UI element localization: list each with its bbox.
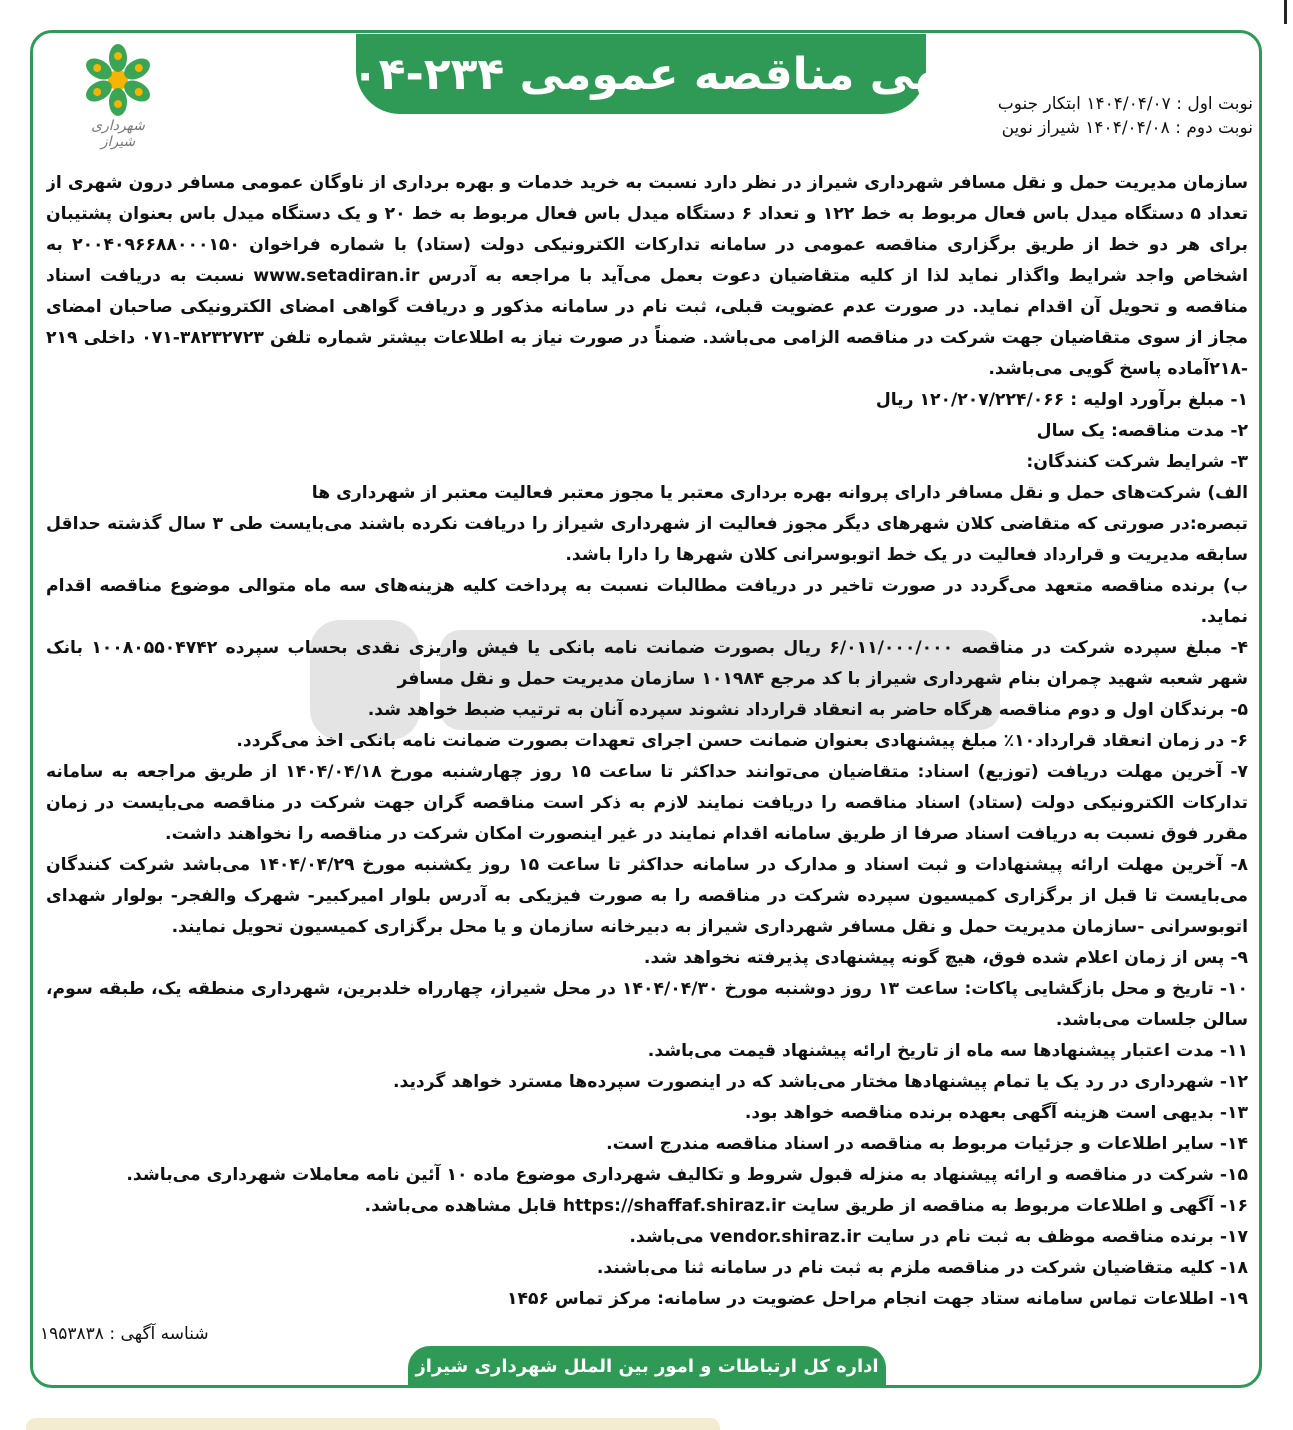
- department-name: اداره کل ارتباطات و امور بین الملل شهرداری شیراز: [415, 1355, 879, 1377]
- notice-body: [46, 168, 1248, 1330]
- list-item: ۸- آخرین مهلت ارائه پیشنهادات و ثبت اسناد و مدارک در سامانه حداکثر تا ساعت ۱۵ روز یکشنبه مورخ ۱۴۰۴/۰۴/۲۹ می‌باشد شرکت کنندگان می‌بایست تا قبل از برگزاری کمیسیون سپرده شرکت در مناقصه را به صورت فیزیکی به آدرس بلوار امیرکبیر- شهرک والفجر- بولوار شهدای اتوبوسرانی -سازمان مدیریت حمل و نقل مسافر شهرداری شیراز به دبیرخانه سازمان و یا محل برگزاری کمیسیون تحویل نمایند.: [46, 855, 1248, 937]
- list-item: ۷- آخرین مهلت دریافت (توزیع) اسناد: متقاضیان می‌توانند حداکثر تا ساعت ۱۵ روز چهارشنبه مورخ ۱۴۰۴/۰۴/۱۸ از طریق مراجعه به سامانه تدارکات الکترونیکی دولت (ستاد) اسناد مناقصه را دریافت نمایند لازم به ذکر است مناقصه گران جهت شرکت در مناقصه می‌بایست در زمان مقرر فوق نسبت به دریافت اسناد صرفا از طریق سامانه اقدام نمایند در غیر اینصورت امکان شرکت در مناقصه را نخواهند داشت.: [46, 762, 1248, 844]
- list-item: الف) شرکت‌های حمل و نقل مسافر دارای پروانه بهره برداری معتبر یا مجوز معتبر فعالیت معتبر از شهرداری ها: [311, 483, 1248, 503]
- list-item: ۱۴- سایر اطلاعات و جزئیات مربوط به مناقصه در اسناد مناقصه مندرج است.: [606, 1134, 1248, 1154]
- list-item: ۹- پس از زمان اعلام شده فوق، هیچ گونه پیشنهادی پذیرفته نخواهد شد.: [643, 948, 1248, 968]
- list-item: ۴- مبلغ سپرده شرکت در مناقصه ۶/۰۱۱/۰۰۰/۰۰۰ ریال بصورت ضمانت نامه بانکی یا فیش واریزی نقدی بحساب سپرده ۱۰۰۸۰۵۵۰۴۷۴۲ بانک شهر شعبه شهید چمران بنام شهرداری شیراز با کد مرجع ۱۰۱۹۸۴ سازمان مدیریت حمل و نقل مسافر: [46, 638, 1248, 689]
- list-item: ۱۵- شرکت در مناقصه و ارائه پیشنهاد به منزله قبول شروط و تکالیف شهرداری موضوع ماده ۱۰ آئین نامه معاملات شهرداری می‌باشد.: [126, 1165, 1248, 1185]
- list-item: ۱۸- کلیه متقاضیان شرکت در مناقصه ملزم به ثبت نام در سامانه ثنا می‌باشند.: [596, 1258, 1248, 1278]
- list-item: ۱- مبلغ برآورد اولیه : ۱۲۰/۲۰۷/۲۲۴/۰۶۶ ریال: [875, 390, 1248, 410]
- list-item: ۱۱- مدت اعتبار پیشنهادها سه ماه از تاریخ ارائه پیشنهاد قیمت می‌باشد.: [647, 1041, 1248, 1061]
- logo-caption: شهرداری شیراز: [91, 118, 145, 150]
- title-banner: [298, 34, 984, 114]
- list-item: ۱۷- برنده مناقصه موظف به ثبت نام در سایت vendor.shiraz.ir می‌باشد.: [629, 1227, 1248, 1247]
- list-item: ۱۲- شهرداری در رد یک یا تمام پیشنهادها مختار می‌باشد که در اینصورت سپرده‌ها مسترد خواهد گردید.: [393, 1072, 1248, 1092]
- list-item: ۲- مدت مناقصه: یک سال: [1036, 421, 1248, 441]
- ad-identifier: شناسه آگهی : ۱۹۵۳۸۳۸: [40, 1324, 209, 1344]
- list-item: ۳- شرایط شرکت کنندگان:: [1026, 452, 1248, 472]
- list-item: ۶- در زمان انعقاد قرارداد۱۰٪ مبلغ پیشنهادی بعنوان ضمانت حسن اجرای تعهدات بصورت ضمانت نامه بانکی اخذ می‌گردد.: [236, 731, 1248, 751]
- list-item: ۱۹- اطلاعات تماس سامانه ستاد جهت انجام مراحل عضویت در سامانه: مرکز تماس ۱۴۵۶: [507, 1289, 1248, 1309]
- list-item: ۵- برندگان اول و دوم مناقصه هرگاه حاضر به انعقاد قرارداد نشوند سپرده آنان به ترتیب ضبط خواهد شد.: [367, 700, 1248, 720]
- second-publication: نوبت دوم : ۱۴۰۴/۰۴/۰۸ شیراز نوین: [1001, 118, 1253, 138]
- first-publication: نوبت اول : ۱۴۰۴/۰۴/۰۷ ابتکار جنوب: [997, 94, 1253, 114]
- next-ad-strip: [26, 1418, 720, 1430]
- page-title: آگهی مناقصه عمومی ۲۳۴-۱۴۰۴: [298, 48, 984, 100]
- footer-banner: [408, 1346, 886, 1386]
- list-item: تبصره:در صورتی که متقاضی کلان شهرهای دیگر مجوز فعالیت از شهرداری شیراز را دریافت نکرده باشند می‌بایست طی ۳ سال گذشته حداقل سابقه مدیریت و قرارداد فعالیت در یک خط اتوبوسرانی کلان شهرها را دارا باشد.: [46, 514, 1248, 565]
- page-edge-mark: [1284, 0, 1287, 24]
- list-item: ب) برنده مناقصه متعهد می‌گردد در صورت تاخیر در دریافت مطالبات نسبت به پرداخت کلیه هزینه‌های سه ماه متوالی موضوع مناقصه اقدام نماید.: [46, 576, 1248, 627]
- list-item: ۱۰- تاریخ و محل بازگشایی پاکات: ساعت ۱۳ روز دوشنبه مورخ ۱۴۰۴/۰۴/۳۰ در محل شیراز، چهارراه خلدبرین، شهرداری منطقه یک، طبقه سوم، سالن جلسات می‌باشد.: [46, 979, 1248, 1030]
- list-item: ۱۳- بدیهی است هزینه آگهی بعهده برنده مناقصه خواهد بود.: [744, 1103, 1248, 1123]
- intro-paragraph: سازمان مدیریت حمل و نقل مسافر شهرداری شیراز در نظر دارد نسبت به خرید خدمات و بهره برداری از ناوگان عمومی مسافر درون شهری از تعداد ۵ دستگاه میدل باس فعال مربوط به خط ۱۲۲ و تعداد ۶ دستگاه میدل باس فعال مربوط به خط ۲۰ و یک دستگاه میدل باس بعنوان پشتیبان برای هر دو خط از طریق برگزاری مناقصه عمومی در سامانه تدارکات الکترونیکی دولت (ستاد) با شماره فراخوان ۲۰۰۴۰۹۶۶۸۸۰۰۰۱۵۰ به اشخاص واجد شرایط واگذار نماید لذا از کلیه متقاضیان دعوت بعمل می‌آید با مراجعه به آدرس www.setadiran.ir نسبت به دریافت اسناد مناقصه و تحویل آن اقدام نماید. در صورت عدم عضویت قبلی، ثبت نام در سامانه مذکور و دریافت گواهی امضای الکترونیکی صاحبان امضای مجاز از سوی متقاضیان جهت شرکت در مناقصه الزامی می‌باشد. ضمناً در صورت نیاز به اطلاعات بیشتر شماره تلفن ۳۸۲۳۲۷۲۳-۰۷۱ داخلی ۲۱۹ -۲۱۸آماده پاسخ گویی می‌باشد.: [46, 173, 1248, 379]
- list-item: ۱۶- آگهی و اطلاعات مربوط به مناقصه از طریق سایت https://shaffaf.shiraz.ir قابل مشاهده می‌باشد.: [364, 1196, 1248, 1216]
